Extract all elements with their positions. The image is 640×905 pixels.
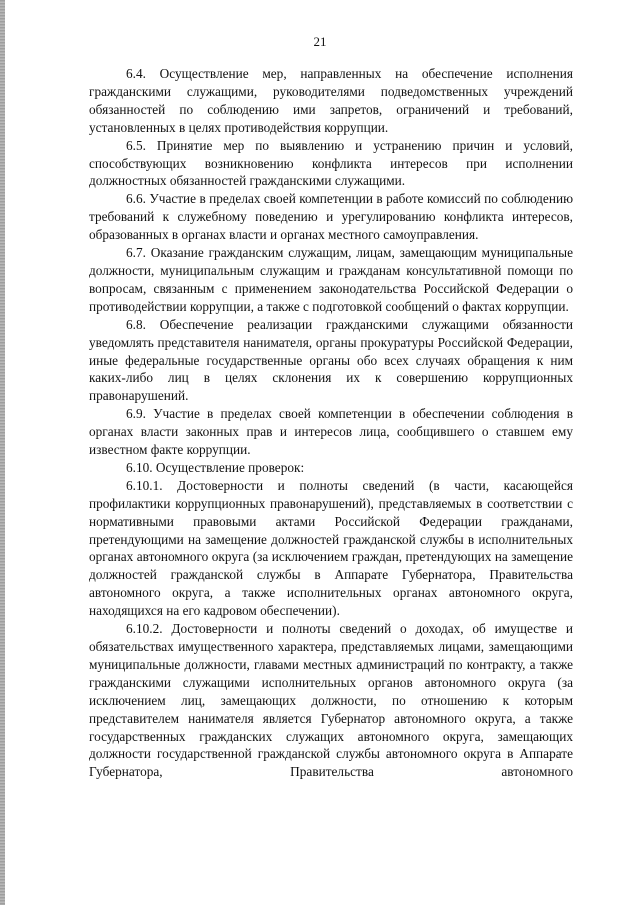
- paragraph-6-10-2: 6.10.2. Достоверности и полноты сведений о доходах, об имуществе и обязательствах имущественного характера, представляемых лицами, замещающими муниципальные должности, главами местных администраций по контракту, а также гражданскими служащими исполнительных органов автономного округа (за исключением лиц, замещающих должности, по отношению к которым представителем нанимателя является Губернатор автономного округа, а также государственных гражданских служащих автономного округа, замещающих должности государственной гражданской службы автономного округа в Аппарате Губернатора, Правительства автономного: [89, 621, 573, 780]
- paragraph-6-6: 6.6. Участие в пределах своей компетенции в работе комиссий по соблюдению требований к служебному поведению и урегулированию конфликта интересов, образованных в органах власти и органах местного самоуправления.: [89, 191, 573, 243]
- page-number: 21: [313, 34, 327, 49]
- paragraph-6-10: 6.10. Осуществление проверок:: [126, 459, 305, 475]
- paragraph-6-8: 6.8. Обеспечение реализации гражданскими служащими обязанности уведомлять представителя нанимателя, органы прокуратуры Российской Федерации, иные федеральные государственные органы обо всех случаях обращения к ним каких-либо лиц в целях склонения их к совершению коррупционных правонарушений.: [89, 316, 573, 404]
- paragraph-6-5: 6.5. Принятие мер по выявлению и устранению причин и условий, способствующих возникновению конфликта интересов при исполнении должностных обязанностей гражданскими служащими.: [89, 137, 573, 189]
- document-body: [89, 65, 573, 781]
- paragraph-6-9: 6.9. Участие в пределах своей компетенции в обеспечении соблюдения в органах власти законных прав и интересов лица, сообщившего о ставшем ему известном факте коррупции.: [89, 406, 573, 458]
- paragraph-6-7: 6.7. Оказание гражданским служащим, лицам, замещающим муниципальные должности, муниципальным служащим и гражданам консультативной помощи по вопросам, связанным с применением законодательства Российской Федерации о противодействии коррупции, а также с подготовкой сообщений о фактах коррупции.: [89, 245, 573, 314]
- paragraph-6-10-1: 6.10.1. Достоверности и полноты сведений (в части, касающейся профилактики коррупционных правонарушений), представляемых в соответствии с нормативными правовыми актами Российской Федерации гражданами, претендующими на замещение должностей гражданской службы в исполнительных органах автономного округа (за исключением граждан, претендующих на замещение должностей гражданской службы в Аппарате Губернатора, Правительства автономного округа, а также исполнительных органах автономного округа, находящихся на его кадровом обеспечении).: [89, 477, 573, 619]
- paragraph-6-4: 6.4. Осуществление мер, направленных на обеспечение исполнения гражданскими служащими, руководителями подведомственных учреждений обязанностей по соблюдению ими запретов, ограничений и требований, установленных в целях противодействия коррупции.: [89, 66, 573, 135]
- scan-edge: [0, 0, 5, 905]
